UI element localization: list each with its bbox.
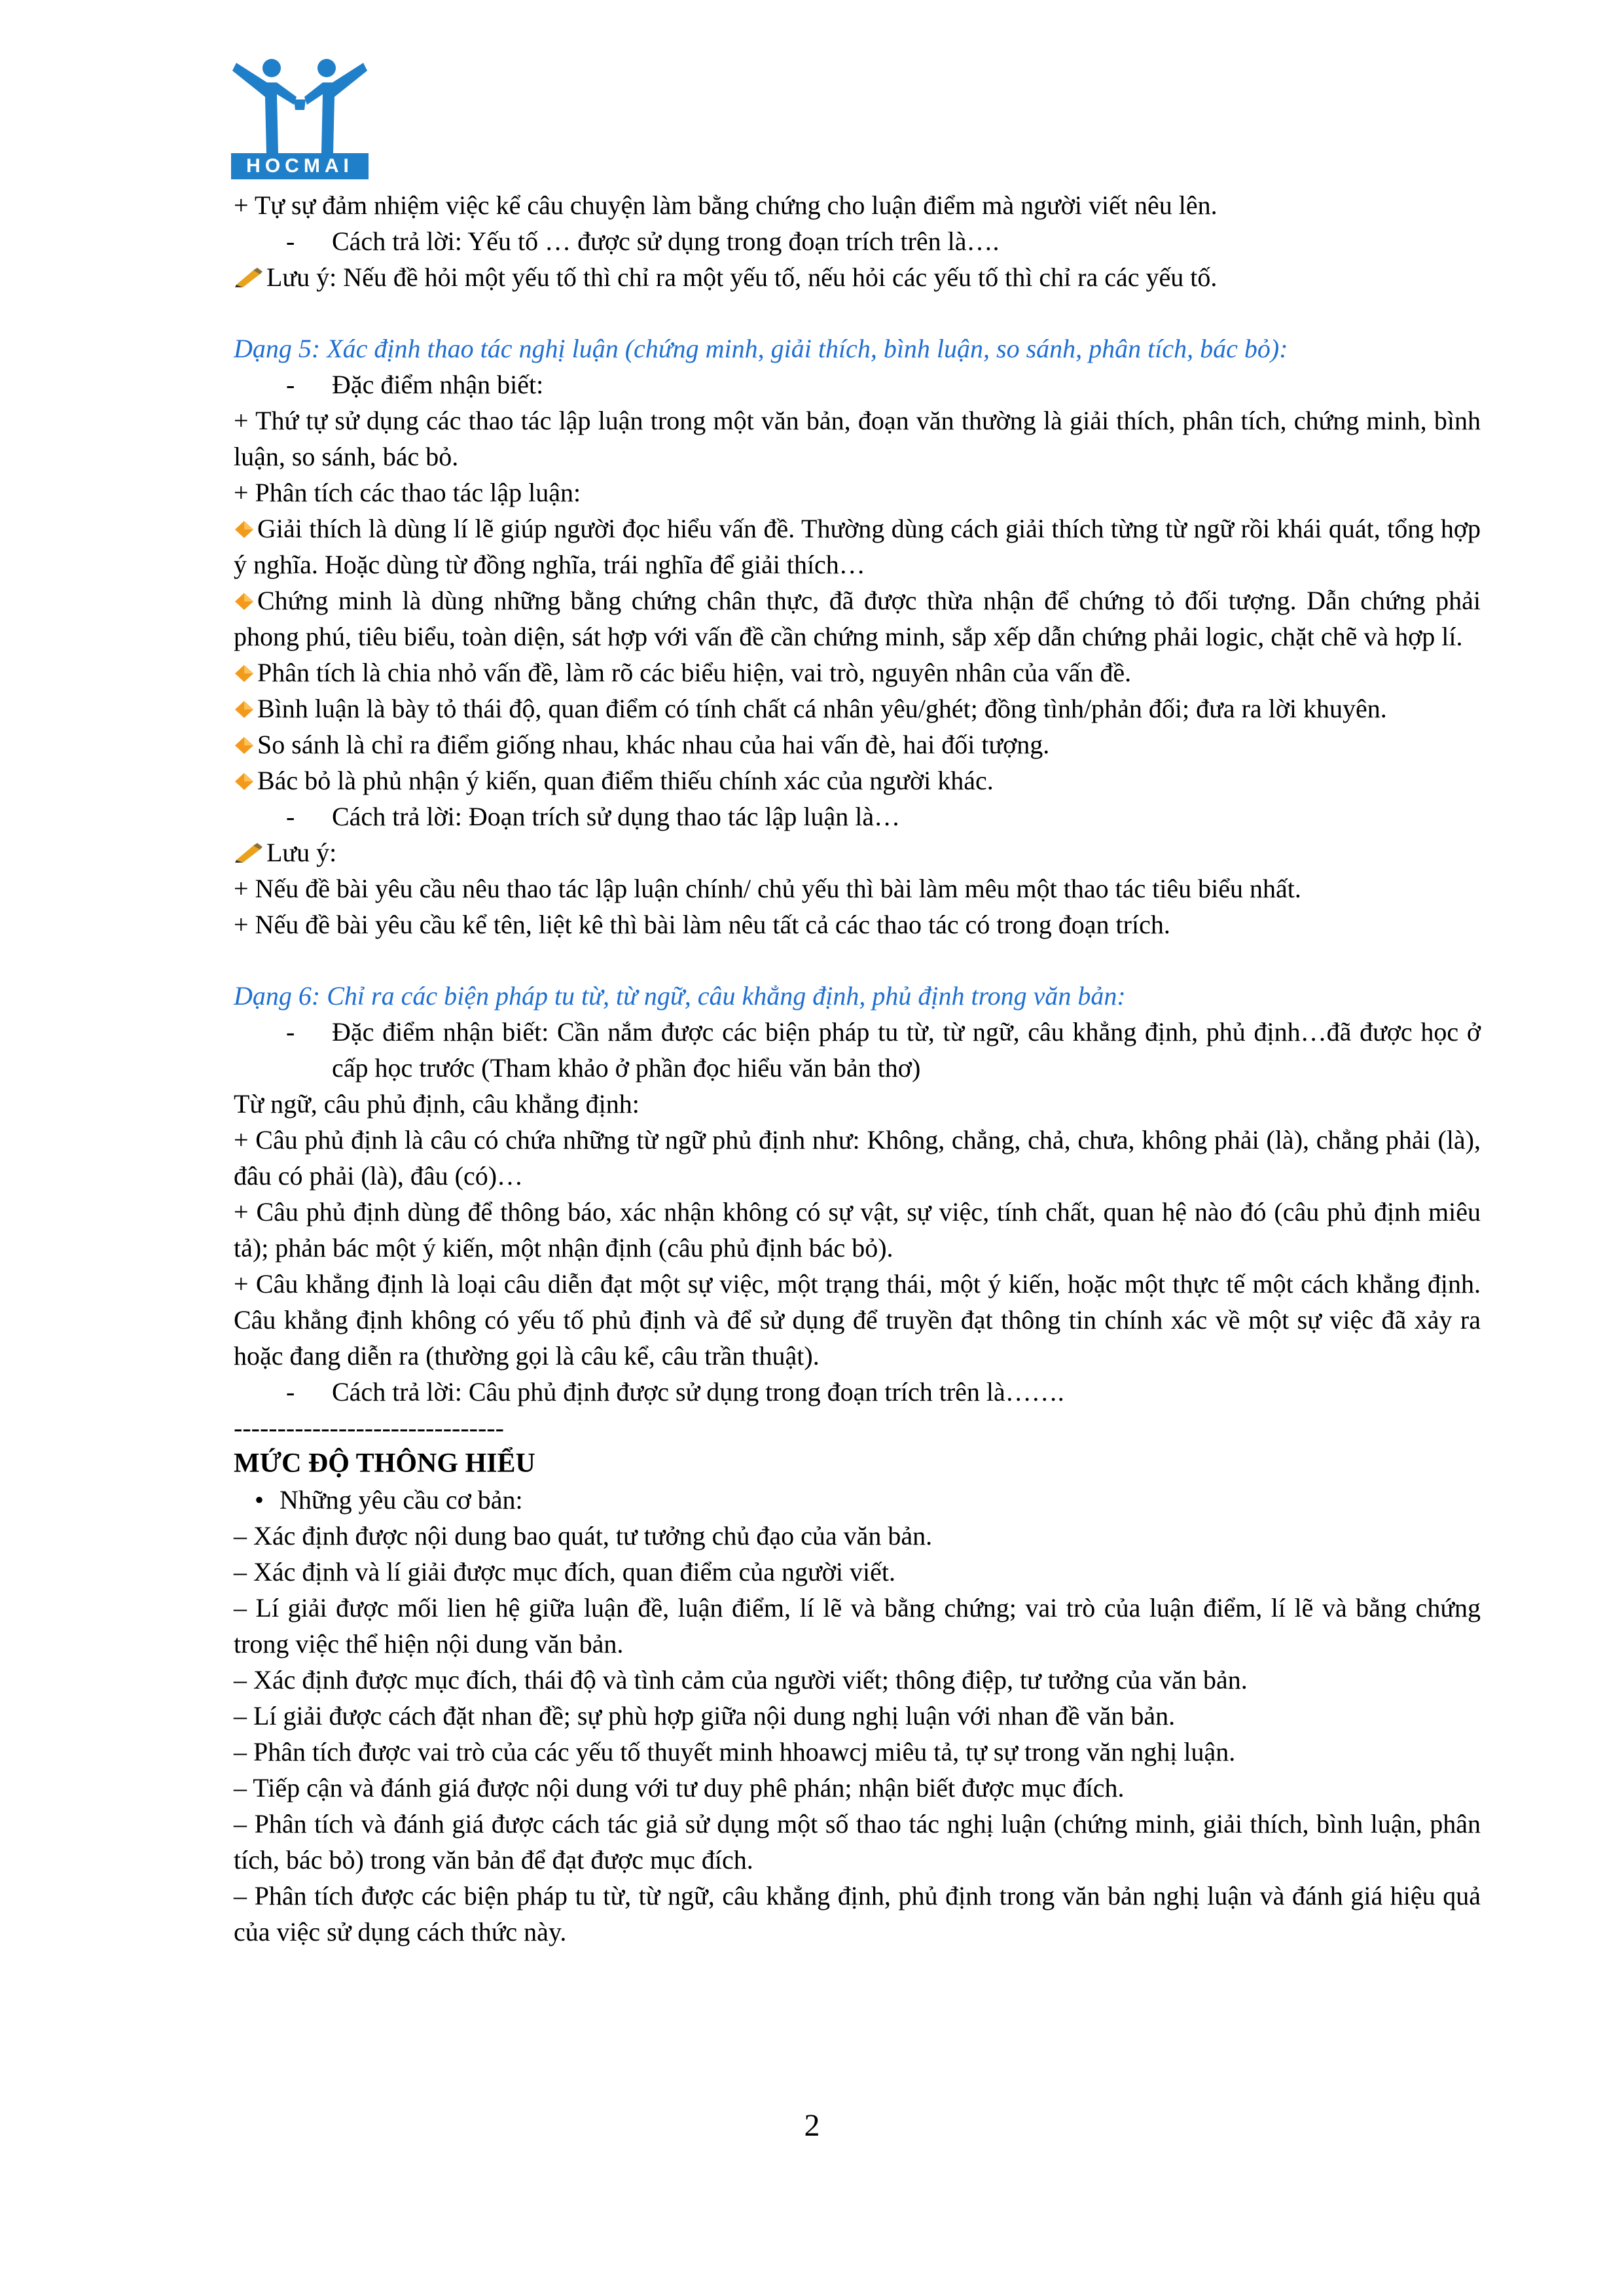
paragraph: + Câu phủ định là câu có chứa những từ ngữ phủ định như: Không, chẳng, chả, chưa, không phải (là), chẳng phải (là), đâu có phải (là), đâu (có)… xyxy=(234,1125,1481,1191)
answer-line: - Cách trả lời: Yếu tố … được sử dụng trong đoạn trích trên là…. xyxy=(286,226,1000,256)
section-title-dang-6: Dạng 6: Chỉ ra các biện pháp tu từ, từ ngữ, câu khẳng định, phủ định trong văn bản: xyxy=(234,981,1126,1011)
paragraph: Từ ngữ, câu phủ định, câu khẳng định: xyxy=(234,1089,640,1119)
diamond-item: Bác bỏ là phủ nhận ý kiến, quan điểm thiếu chính xác của người khác. xyxy=(234,762,1481,798)
paragraph: + Câu phủ định dùng để thông báo, xác nhận không có sự vật, sự việc, tính chất, quan hệ nào đó (câu phủ định miêu tả); phản bác một ý kiến, một nhận định (câu phủ định bác bỏ). xyxy=(234,1197,1481,1263)
list-item: – Xác định được nội dung bao quát, tư tưởng chủ đạo của văn bản. xyxy=(234,1521,933,1551)
diamond-item: Bình luận là bày tỏ thái độ, quan điểm có tính chất cá nhân yêu/ghét; đồng tình/phản đối; đưa ra lời khuyên. xyxy=(234,691,1481,726)
list-item: – Phân tích và đánh giá được cách tác giả sử dụng một số thao tác nghị luận (chứng minh, giải thích, bình luận, phân tích, bác bỏ) trong văn bản để đạt được mục đích. xyxy=(234,1809,1481,1874)
diamond-icon xyxy=(234,700,255,719)
hocmai-logo xyxy=(231,56,369,179)
document-body xyxy=(234,187,1481,1950)
logo-figures-icon xyxy=(231,56,369,153)
list-item: – Phân tích được các biện pháp tu từ, từ ngữ, câu khẳng định, phủ định trong văn bản nghị luận và đánh giá hiệu quả của việc sử dụng cách thức này. xyxy=(234,1881,1481,1946)
paragraph: + Câu khẳng định là loại câu diễn đạt một sự việc, một trạng thái, một ý kiến, hoặc một thực tế một cách khẳng định. Câu khẳng định không có yếu tố phủ định và để sử dụng để truyền đạt thông tin chính xác về một sự việc đã xảy ra hoặc đang diễn ra (thường gọi là câu kể, câu trần thuật). xyxy=(234,1269,1481,1371)
list-item: – Phân tích được vai trò của các yếu tố thuyết minh hhoawcj miêu tả, tự sự trong văn nghị luận. xyxy=(234,1737,1236,1767)
list-item: – Lí giải được cách đặt nhan đề; sự phù hợp giữa nội dung nghị luận với nhan đề văn bản. xyxy=(234,1701,1176,1731)
paragraph: + Phân tích các thao tác lập luận: xyxy=(234,478,581,507)
pencil-icon xyxy=(234,266,264,289)
pencil-icon xyxy=(234,842,264,864)
section-title-dang-5: Dạng 5: Xác định thao tác nghị luận (chứng minh, giải thích, bình luận, so sánh, phân tích, bác bỏ): xyxy=(234,334,1288,363)
list-item: – Xác định được mục đích, thái độ và tình cảm của người viết; thông điệp, tư tưởng của văn bản. xyxy=(234,1665,1248,1695)
list-item: - Đặc điểm nhận biết: xyxy=(286,370,544,399)
answer-line: - Cách trả lời: Đoạn trích sử dụng thao tác lập luận là… xyxy=(286,802,901,831)
note-line: Lưu ý: Nếu đề hỏi một yếu tố thì chỉ ra một yếu tố, nếu hỏi các yếu tố thì chỉ ra các yếu tố. xyxy=(234,259,1481,295)
bullet-item: • Những yêu cầu cơ bản: xyxy=(255,1485,523,1515)
paragraph: + Nếu đề bài yêu cầu kể tên, liệt kê thì bài làm nêu tất cả các thao tác có trong đoạn trích. xyxy=(234,910,1170,939)
paragraph: + Tự sự đảm nhiệm việc kể câu chuyện làm bằng chứng cho luận điểm mà người viết nêu lên. xyxy=(234,190,1218,220)
list-item: – Tiếp cận và đánh giá được nội dung với tư duy phê phán; nhận biết được mục đích. xyxy=(234,1773,1125,1803)
note-line: Lưu ý: xyxy=(234,834,1481,870)
list-item: – Lí giải được mối lien hệ giữa luận đề, luận điểm, lí lẽ và bằng chứng; vai trò của luận điểm, lí lẽ và bằng chứng trong việc thể hiện nội dung văn bản. xyxy=(234,1593,1481,1659)
diamond-item: Chứng minh là dùng những bằng chứng chân thực, đã được thừa nhận để chứng tỏ đối tượng. Dẫn chứng phải phong phú, tiêu biểu, toàn diện, sát hợp với vấn đề cần chứng minh, sắp xếp dẫn chứng phải logic, chặt chẽ và hợp lí. xyxy=(234,586,1481,651)
diamond-icon xyxy=(234,592,255,611)
section-heading: MỨC ĐỘ THÔNG HIỂU xyxy=(234,1448,535,1479)
list-item: - Đặc điểm nhận biết: Cần nắm được các biện pháp tu từ, từ ngữ, câu khẳng định, phủ định…đã được học ở cấp học trước (Tham khảo ở phần đọc hiểu văn bản thơ) xyxy=(286,1017,1481,1083)
diamond-icon xyxy=(234,772,255,791)
answer-line: - Cách trả lời: Câu phủ định được sử dụng trong đoạn trích trên là……. xyxy=(286,1377,1064,1407)
paragraph: + Nếu đề bài yêu cầu nêu thao tác lập luận chính/ chủ yếu thì bài làm mêu một thao tác tiêu biểu nhất. xyxy=(234,874,1301,903)
diamond-icon xyxy=(234,664,255,683)
diamond-icon xyxy=(234,736,255,755)
diamond-icon xyxy=(234,520,255,539)
logo-text: HOCMAI xyxy=(231,153,369,179)
diamond-item: Giải thích là dùng lí lẽ giúp người đọc hiểu vấn đề. Thường dùng cách giải thích từng từ ngữ rồi khái quát, tổng hợp ý nghĩa. Hoặc dùng từ đồng nghĩa, trái nghĩa để giải thích… xyxy=(234,514,1481,579)
diamond-item: Phân tích là chia nhỏ vấn đề, làm rõ các biểu hiện, vai trò, nguyên nhân của vấn đề. xyxy=(234,655,1481,691)
page-number: 2 xyxy=(804,2108,820,2143)
paragraph: + Thứ tự sử dụng các thao tác lập luận trong một văn bản, đoạn văn thường là giải thích, phân tích, chứng minh, bình luận, so sánh, bác bỏ. xyxy=(234,406,1481,471)
diamond-item: So sánh là chỉ ra điểm giống nhau, khác nhau của hai vấn đè, hai đối tượng. xyxy=(234,726,1481,762)
divider: ------------------------------- xyxy=(234,1413,504,1443)
list-item: – Xác định và lí giải được mục đích, quan điểm của người viết. xyxy=(234,1557,895,1587)
